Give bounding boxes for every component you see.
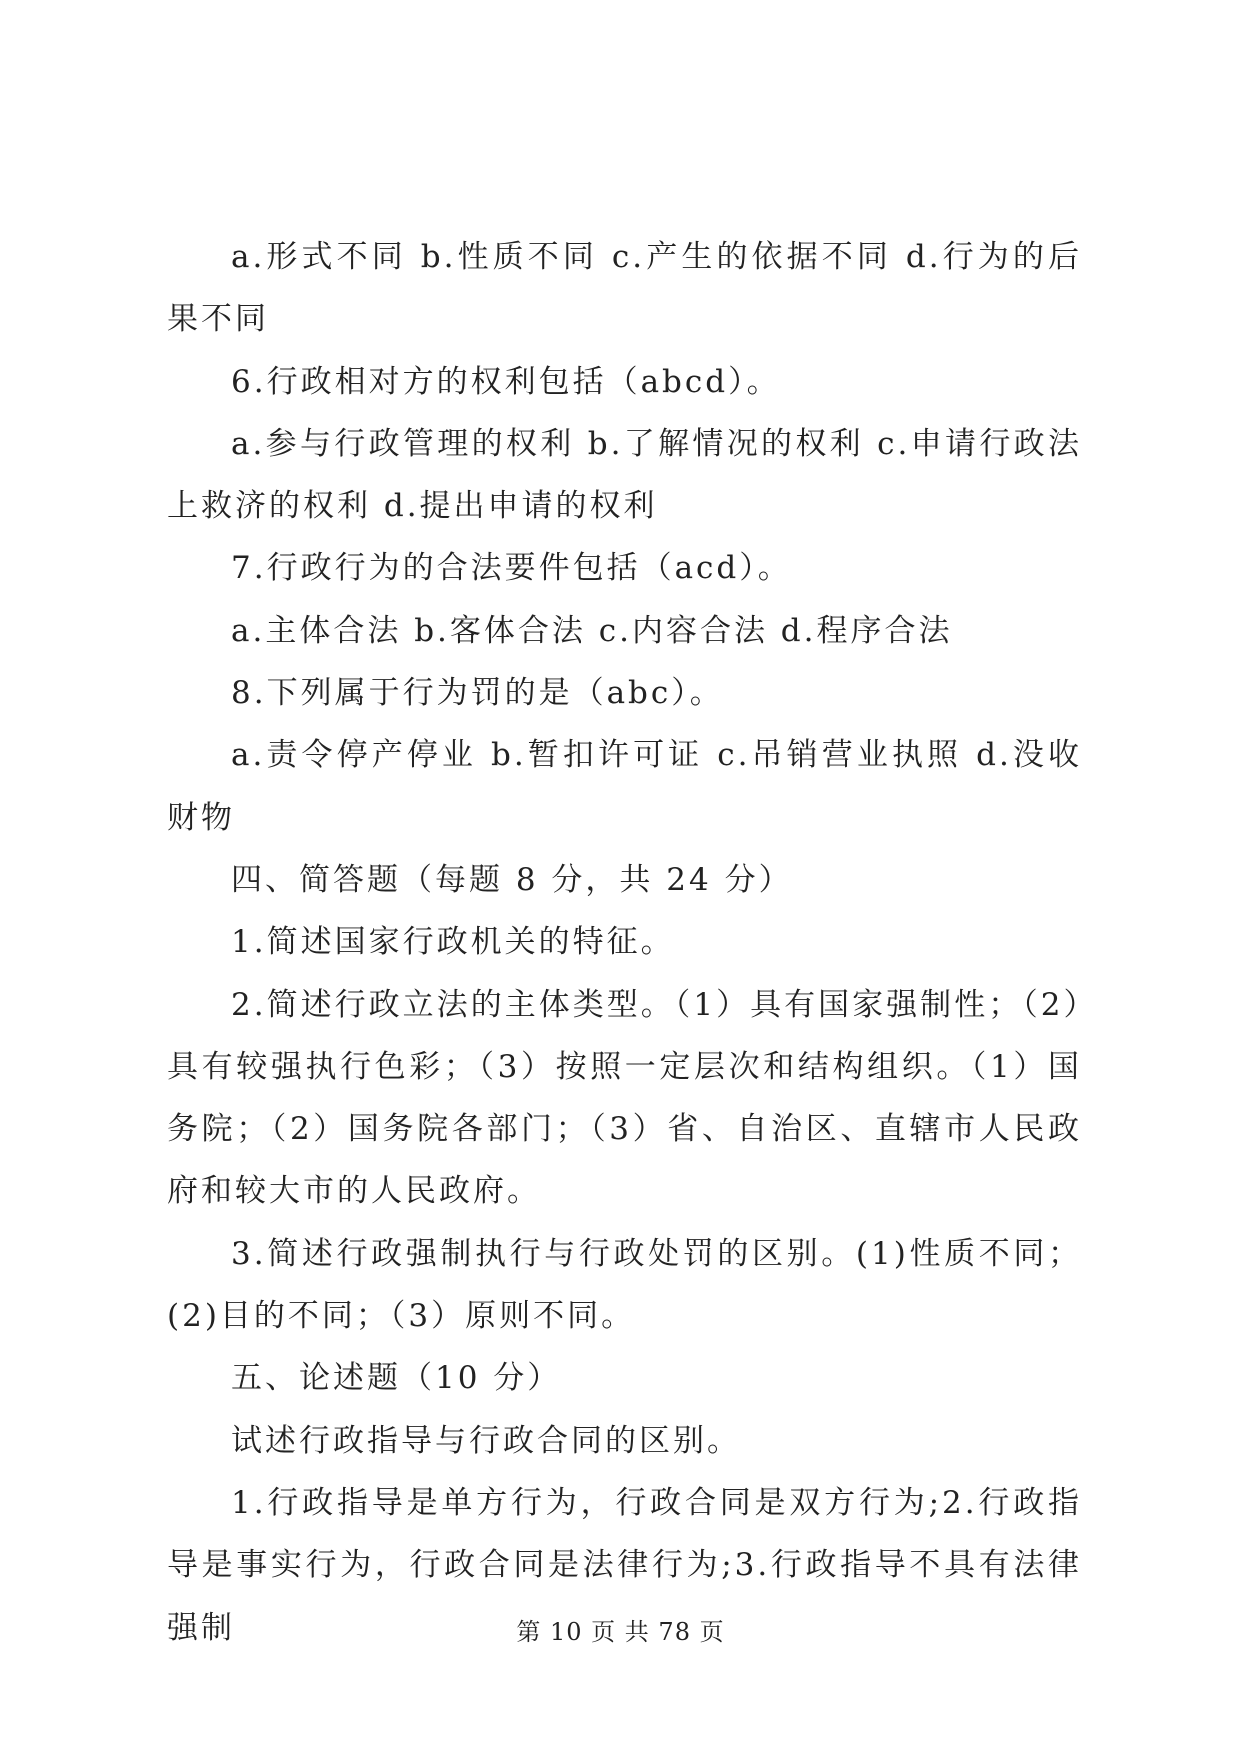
essay-answer: 1.行政指导是单方行为，行政合同是双方行为;2.行政指导是事实行为，行政合同是法律行为;3.行政指导不具有法律强制 [167, 1484, 1082, 1646]
question-6: 6.行政相对方的权利包括（abcd）。 [231, 363, 781, 400]
paragraph-answer-options-8: a.责令停产停业 b.暂扣许可证 c.吊销营业执照 d.没收财物 [167, 737, 1082, 836]
section-heading-essay: 五、论述题（10 分） [231, 1360, 562, 1397]
question-8: 8.下列属于行为罚的是（abc）。 [231, 675, 724, 712]
short-answer-question-2: 2.简述行政立法的主体类型。（1）具有国家强制性；（2）具有较强执行色彩；（3）按照一定层次和结构组织。（1）国务院；（2）国务院各部门；（3）省、自治区、直辖市人民政府和较大市的人民政府。 [167, 986, 1082, 1210]
question-7: 7.行政行为的合法要件包括（acd）。 [231, 550, 792, 587]
essay-question: 试述行政指导与行政合同的区别。 [231, 1422, 741, 1459]
document-body [167, 226, 1082, 1659]
short-answer-question-3: 3.简述行政强制执行与行政处罚的区别。(1)性质不同；(2)目的不同；（3）原则不同。 [167, 1235, 1082, 1335]
page-number-footer: 第 10 页 共 78 页 [516, 1618, 725, 1646]
section-heading-short-answer: 四、简答题（每题 8 分，共 24 分） [231, 861, 793, 898]
paragraph-answer-options-6: a.参与行政管理的权利 b.了解情况的权利 c.申请行政法上救济的权利 d.提出申请的权利 [167, 425, 1082, 525]
paragraph-answer-options-5: a.形式不同 b.性质不同 c.产生的依据不同 d.行为的后果不同 [167, 239, 1082, 338]
paragraph-answer-options-7: a.主体合法 b.客体合法 c.内容合法 d.程序合法 [231, 612, 953, 649]
short-answer-question-1: 1.简述国家行政机关的特征。 [231, 924, 675, 961]
